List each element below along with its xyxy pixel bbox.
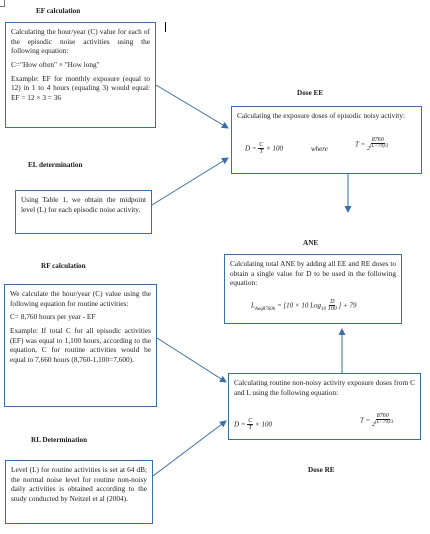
- label-ane: ANE: [303, 239, 319, 247]
- arrow-rl-to-dose-re: [153, 421, 226, 476]
- rf-equation: C= 8,760 hours per year - EF: [10, 312, 96, 322]
- arrow-el-to-dose-ee: [152, 158, 228, 205]
- dose-re-formula-t: T = $\frac{8760}{2^{(L-79)/3}}$: [360, 413, 394, 429]
- rl-text: Level (L) for routine activities is set at 64 dB; the normal noise level for routine non-noisy daily activities is obtained according to the study conducted by Neitzel et al (2004).: [11, 465, 147, 503]
- rf-example: Example: If total C for all episodic activities (EF) was equal to 1,100 hours, according to the equation, C for routine activities would be equal to 7,660 hours (8,760-1,100=7,600).: [10, 325, 151, 364]
- label-el-determination: EL determination: [28, 161, 83, 169]
- arrow-rf-to-dose-re: [157, 338, 226, 382]
- label-rl-determination: RL Determination: [31, 436, 88, 444]
- ef-text: Calculating the hour/year (C) value for each of the episodic noise activities using the following equation:: [11, 27, 150, 56]
- label-rf-calculation: RF calculation: [41, 262, 86, 270]
- ef-example: Example: EF for monthly exposure (equal to 12) in 1 to 4 hours (equaling 3) would equal: EF = 12 × 3 = 36: [11, 73, 150, 102]
- rf-text: We calculate the hour/year (C) value using the following equation for routine activities:: [10, 289, 151, 308]
- label-dose-ee: Dose EE: [297, 89, 324, 97]
- dose-re-formula-d: D = $\frac{C}{T}$ × 100: [234, 418, 273, 432]
- ane-text: Calculating total ANE by adding all EE and RE doses to obtain a single value for D to be used in the following equation:: [230, 259, 396, 288]
- dose-ee-where: where: [311, 145, 328, 153]
- dose-ee-text: Calculating the exposure doses of episodic noisy activity:: [237, 111, 405, 120]
- label-dose-re: Dose RE: [308, 466, 335, 474]
- ane-formula: $L_{Aeq8760h} = [10 \times 10$ Log$_{10}$ $\frac{D}{100}$ ] + 79: [251, 299, 357, 313]
- label-ef-calculation: EF calculation: [36, 7, 81, 15]
- dose-ee-formula-d: D = $\frac{C}{T}$ × 100: [245, 142, 284, 156]
- arrow-ef-to-dose-ee: [156, 85, 228, 128]
- ef-equation: C="How often" × "How long": [11, 59, 100, 69]
- dose-re-text: Calculating routine non-noisy activity exposure doses from C and L using the following equation:: [234, 378, 415, 397]
- dose-ee-formula-t: T = $\frac{8760}{2^{(L-79)/3}}$: [355, 137, 389, 153]
- el-text: Using Table 1, we obtain the midpoint level (L) for each episodic noise activity.: [21, 195, 146, 214]
